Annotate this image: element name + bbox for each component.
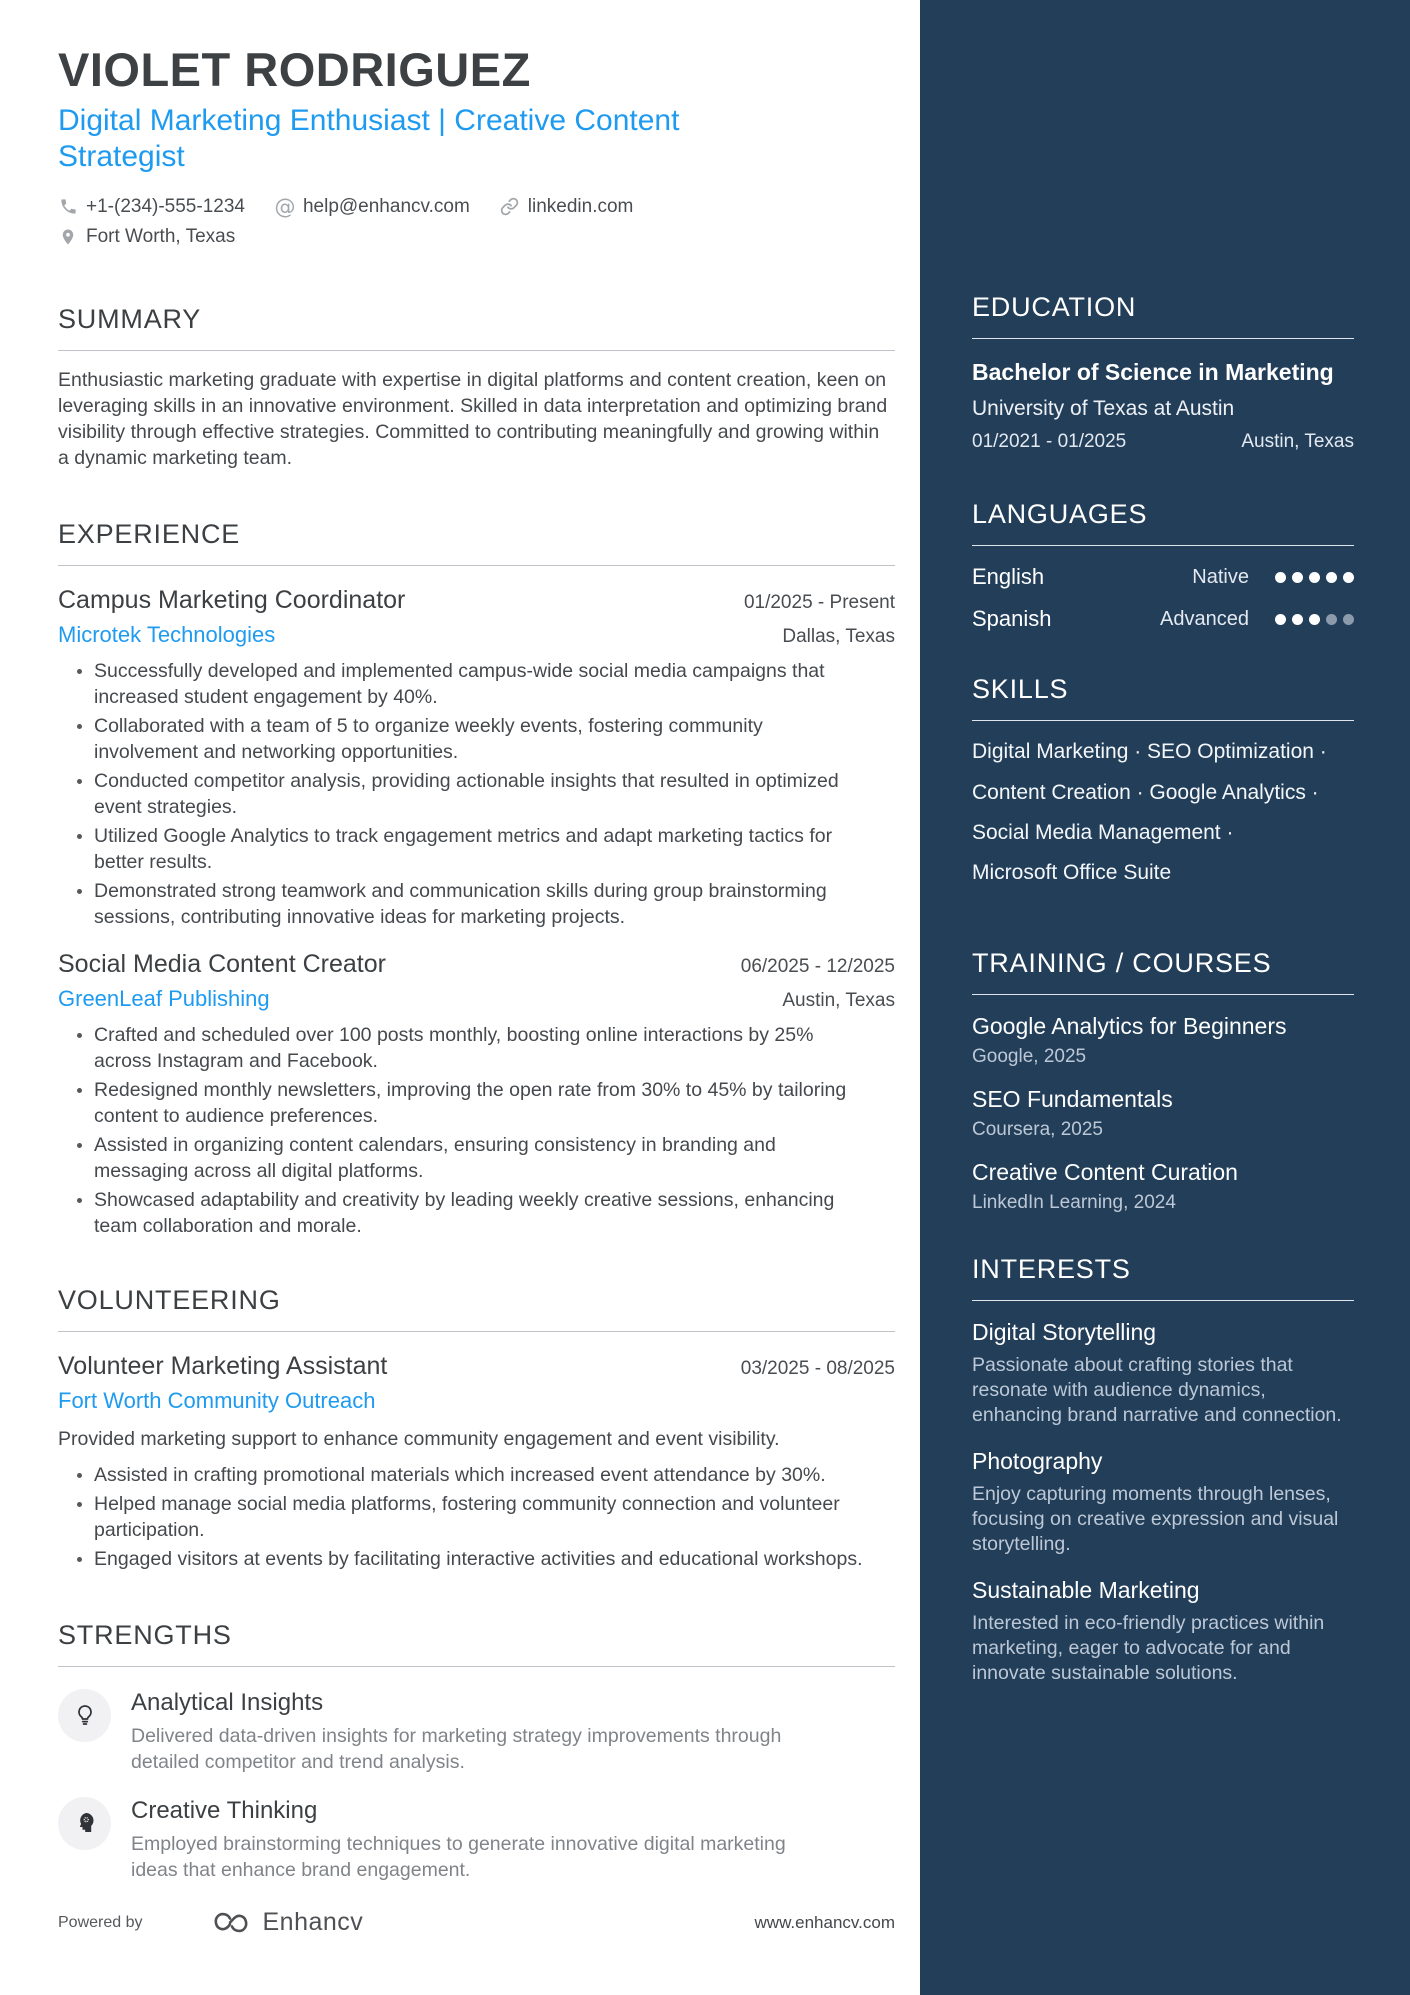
- strength-description: Employed brainstorming techniques to generate innovative digital marketing ideas that enhance brand engagement.: [131, 1832, 786, 1881]
- languages-section: [972, 499, 1354, 632]
- bullet-item: • Demonstrated strong teamwork and communication skills during group brainstorming sessions, contributing innovative ideas for marketing projects.: [94, 878, 868, 930]
- strength-item: [58, 1797, 895, 1883]
- course-item: [972, 1086, 1354, 1141]
- degree-title: Bachelor of Science in Marketing: [972, 359, 1334, 385]
- volunteering-section: [58, 1285, 895, 1572]
- interest-item: [972, 1448, 1354, 1557]
- interests-heading: INTERESTS: [972, 1254, 1354, 1301]
- interest-item: [972, 1319, 1354, 1428]
- interests-section: [972, 1254, 1354, 1686]
- phone-icon: [58, 197, 78, 217]
- language-level: Advanced: [1160, 607, 1249, 630]
- enhancv-brand-name: Enhancv: [262, 1908, 364, 1936]
- job-bullets: [58, 1462, 868, 1572]
- enhancv-brand[interactable]: [209, 1908, 364, 1937]
- email-item[interactable]: [275, 196, 470, 218]
- experience-section: [58, 519, 895, 1239]
- job-title: Campus Marketing Coordinator: [58, 585, 406, 614]
- interest-title: Photography: [972, 1448, 1103, 1475]
- strength-item: [58, 1689, 895, 1775]
- location-item: [58, 226, 235, 248]
- location-value: Fort Worth, Texas: [86, 225, 236, 247]
- phone-value: +1-(234)-555-1234: [86, 195, 245, 217]
- strengths-section: [58, 1620, 895, 1883]
- footer: [58, 1908, 895, 1937]
- phone-item: [58, 196, 245, 218]
- job-company: Microtek Technologies: [58, 621, 276, 647]
- interest-description: Passionate about crafting stories that resonate with audience dynamics, enhancing brand narrative and connection.: [972, 1354, 1342, 1427]
- powered-by-label: Powered by: [58, 1913, 143, 1931]
- sidebar-column: [920, 0, 1410, 1995]
- job-dates: 01/2025 - Present: [743, 591, 895, 613]
- language-level-dots: [1275, 614, 1354, 625]
- course-item: [972, 1013, 1354, 1068]
- language-name: English: [972, 564, 1045, 590]
- bullet-item: • Assisted in organizing content calendars, ensuring consistency in branding and messaging across all digital platforms.: [94, 1132, 868, 1184]
- course-item: [972, 1159, 1354, 1214]
- strengths-heading: STRENGTHS: [58, 1620, 895, 1667]
- bullet-item: • Assisted in crafting promotional materials which increased event attendance by 30%.: [94, 1462, 868, 1488]
- language-row: [972, 606, 1354, 632]
- person-name: VIOLET RODRIGUEZ: [58, 43, 531, 96]
- course-title: Creative Content Curation: [972, 1159, 1238, 1186]
- language-name: Spanish: [972, 606, 1052, 632]
- bullet-item: • Redesigned monthly newsletters, improving the open rate from 30% to 45% by tailoring content to audience preferences.: [94, 1077, 868, 1129]
- contact-bar: [58, 196, 698, 248]
- course-source: Google, 2025: [972, 1046, 1087, 1068]
- education-location: Austin, Texas: [1241, 431, 1354, 453]
- skills-section: [972, 674, 1354, 886]
- job-bullets: [58, 1022, 868, 1239]
- summary-section: [58, 304, 895, 471]
- strength-title: Creative Thinking: [131, 1796, 318, 1824]
- at-icon: @: [274, 194, 296, 219]
- education-heading: EDUCATION: [972, 292, 1354, 339]
- linkedin-value[interactable]: linkedin.com: [527, 195, 634, 217]
- interest-title: Sustainable Marketing: [972, 1577, 1200, 1604]
- link-icon: [500, 197, 520, 217]
- interest-title: Digital Storytelling: [972, 1319, 1157, 1346]
- course-title: SEO Fundamentals: [972, 1086, 1173, 1113]
- job-dates: 03/2025 - 08/2025: [740, 1357, 895, 1379]
- email-value[interactable]: help@enhancv.com: [302, 195, 470, 217]
- job-title: Social Media Content Creator: [58, 949, 386, 978]
- courses-heading: TRAINING / COURSES: [972, 948, 1354, 995]
- strength-description: Delivered data-driven insights for marketing strategy improvements through detailed competitor and trend analysis.: [131, 1724, 782, 1773]
- lightbulb-icon: [58, 1689, 111, 1742]
- courses-section: [972, 948, 1354, 1214]
- job-bullets: [58, 658, 868, 930]
- school-name: University of Texas at Austin: [972, 397, 1235, 421]
- bullet-item: • Collaborated with a team of 5 to organize weekly events, fostering community involvement and networking opportunities.: [94, 713, 868, 765]
- course-title: Google Analytics for Beginners: [972, 1013, 1287, 1040]
- skills-line: Digital Marketing · SEO Optimization ·: [972, 740, 1327, 764]
- language-level: Native: [1192, 565, 1249, 588]
- interest-description: Enjoy capturing moments through lenses, focusing on creative expression and visual storytelling.: [972, 1483, 1339, 1556]
- footer-url[interactable]: www.enhancv.com: [754, 1912, 895, 1932]
- summary-heading: SUMMARY: [58, 304, 895, 351]
- bullet-item: • Conducted competitor analysis, providing actionable insights that resulted in optimized event strategies.: [94, 768, 868, 820]
- skills-line: Social Media Management ·: [972, 820, 1234, 844]
- language-row: [972, 564, 1354, 590]
- person-headline: Digital Marketing Enthusiast | Creative Content Strategist: [58, 103, 680, 174]
- education-dates: 01/2021 - 01/2025: [972, 431, 1127, 453]
- language-level-dots: [1275, 572, 1354, 583]
- creative-head-icon: [58, 1797, 111, 1850]
- job-description: Provided marketing support to enhance community engagement and event visibility.: [58, 1427, 780, 1450]
- job-location: Dallas, Texas: [782, 625, 895, 647]
- summary-text: Enthusiastic marketing graduate with expertise in digital platforms and content creation, keen on leveraging skills in an innovative environment. Skilled in data interpretation and optimizing brand visibility through effective strategies. Committed to contributing meaningfully and growing within a dynamic marketing team.: [58, 368, 888, 469]
- bullet-item: • Successfully developed and implemented campus-wide social media campaigns that increased student engagement by 40%.: [94, 658, 868, 710]
- linkedin-item[interactable]: [500, 196, 634, 218]
- location-pin-icon: [58, 227, 78, 247]
- volunteering-entry: [58, 1352, 895, 1572]
- job-title: Volunteer Marketing Assistant: [58, 1351, 388, 1380]
- job-company: Fort Worth Community Outreach: [58, 1387, 376, 1413]
- interest-item: [972, 1577, 1354, 1686]
- bullet-item: • Crafted and scheduled over 100 posts monthly, boosting online interactions by 25% across Instagram and Facebook.: [94, 1022, 868, 1074]
- experience-entry: [58, 950, 895, 1239]
- job-company: GreenLeaf Publishing: [58, 985, 270, 1011]
- job-dates: 06/2025 - 12/2025: [740, 955, 895, 977]
- enhancv-logo-icon: [209, 1909, 253, 1936]
- course-source: Coursera, 2025: [972, 1119, 1103, 1141]
- skills-line: Content Creation · Google Analytics ·: [972, 780, 1319, 804]
- skills-heading: SKILLS: [972, 674, 1354, 721]
- bullet-item: • Engaged visitors at events by facilitating interactive activities and educational workshops.: [94, 1546, 868, 1572]
- experience-heading: EXPERIENCE: [58, 519, 895, 566]
- interest-description: Interested in eco-friendly practices within marketing, eager to advocate for and innovate sustainable solutions.: [972, 1612, 1325, 1685]
- languages-heading: LANGUAGES: [972, 499, 1354, 546]
- bullet-item: • Utilized Google Analytics to track engagement metrics and adapt marketing tactics for better results.: [94, 823, 868, 875]
- job-location: Austin, Texas: [782, 989, 895, 1011]
- bullet-item: • Helped manage social media platforms, fostering community connection and volunteer participation.: [94, 1491, 868, 1543]
- volunteering-heading: VOLUNTEERING: [58, 1285, 895, 1332]
- skills-line: Microsoft Office Suite: [972, 861, 1172, 885]
- course-source: LinkedIn Learning, 2024: [972, 1192, 1176, 1214]
- experience-entry: [58, 586, 895, 930]
- education-section: [972, 292, 1354, 453]
- bullet-item: • Showcased adaptability and creativity by leading weekly creative sessions, enhancing team collaboration and morale.: [94, 1187, 868, 1239]
- strength-title: Analytical Insights: [131, 1688, 324, 1716]
